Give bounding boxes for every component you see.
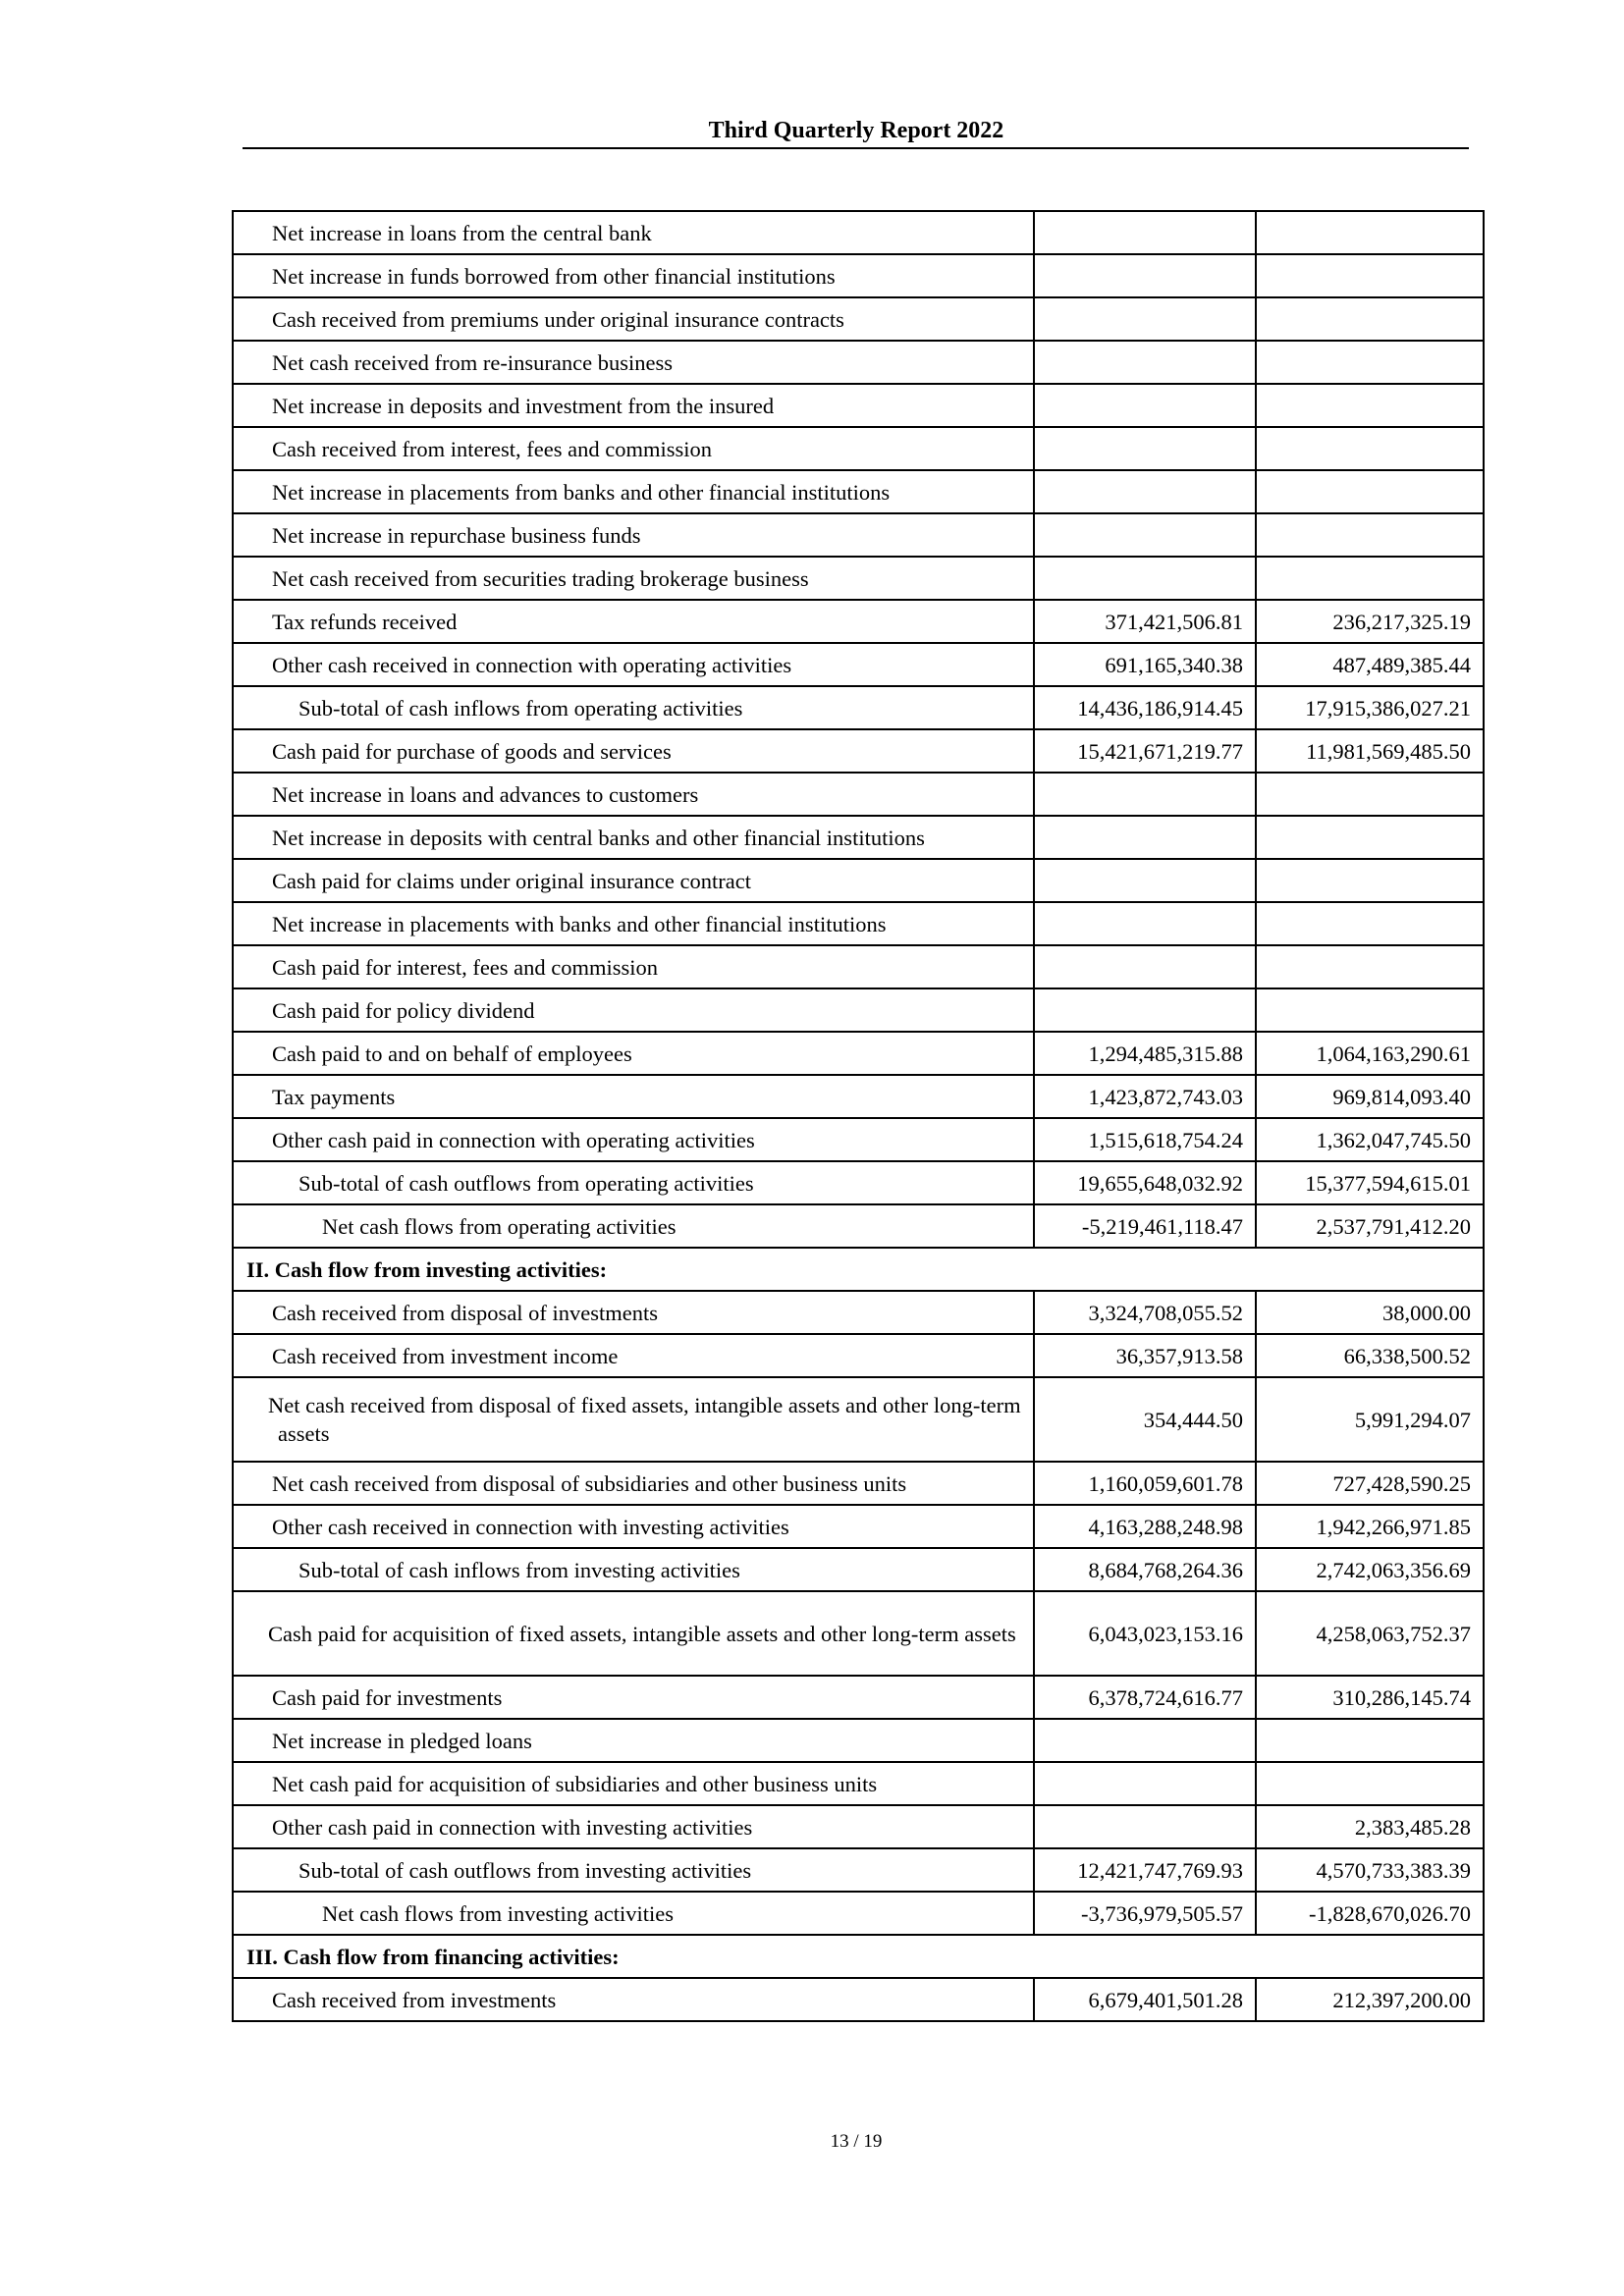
row-label: Net increase in pledged loans (233, 1719, 1034, 1762)
table-row (233, 773, 1484, 816)
prior-period-value: 212,397,200.00 (1256, 1978, 1484, 2021)
prior-period-value: 4,570,733,383.39 (1256, 1848, 1484, 1892)
row-label: Net cash paid for acquisition of subsidiaries and other business units (233, 1762, 1034, 1805)
current-period-value (1034, 427, 1256, 470)
prior-period-value (1256, 945, 1484, 988)
current-period-value (1034, 557, 1256, 600)
table-row (233, 254, 1484, 297)
table-row (233, 1805, 1484, 1848)
current-period-value: 36,357,913.58 (1034, 1334, 1256, 1377)
current-period-value: 1,294,485,315.88 (1034, 1032, 1256, 1075)
cash-flow-table (232, 210, 1485, 2022)
prior-period-value (1256, 988, 1484, 1032)
prior-period-value: 236,217,325.19 (1256, 600, 1484, 643)
row-label: Net increase in loans from the central bank (233, 211, 1034, 254)
section-header-row (233, 1248, 1484, 1291)
row-label: Cash paid for acquisition of fixed assets, intangible assets and other long-term assets (233, 1591, 1034, 1676)
prior-period-value (1256, 1762, 1484, 1805)
current-period-value: 4,163,288,248.98 (1034, 1505, 1256, 1548)
prior-period-value (1256, 341, 1484, 384)
row-label: Other cash paid in connection with operating activities (233, 1118, 1034, 1161)
current-period-value (1034, 384, 1256, 427)
current-period-value (1034, 211, 1256, 254)
prior-period-value: 2,383,485.28 (1256, 1805, 1484, 1848)
header-rule (243, 147, 1469, 149)
current-period-value: 6,043,023,153.16 (1034, 1591, 1256, 1676)
row-label: Cash paid for interest, fees and commission (233, 945, 1034, 988)
row-label: Cash paid for purchase of goods and services (233, 729, 1034, 773)
table-row (233, 600, 1484, 643)
table-row (233, 470, 1484, 513)
row-label: Cash paid for policy dividend (233, 988, 1034, 1032)
prior-period-value: 17,915,386,027.21 (1256, 686, 1484, 729)
prior-period-value (1256, 1719, 1484, 1762)
table-row (233, 1892, 1484, 1935)
prior-period-value: 4,258,063,752.37 (1256, 1591, 1484, 1676)
current-period-value: 6,679,401,501.28 (1034, 1978, 1256, 2021)
table-row (233, 945, 1484, 988)
prior-period-value (1256, 384, 1484, 427)
row-label: Sub-total of cash inflows from investing activities (233, 1548, 1034, 1591)
current-period-value (1034, 513, 1256, 557)
prior-period-value: 1,942,266,971.85 (1256, 1505, 1484, 1548)
section-header-row (233, 1935, 1484, 1978)
table-row (233, 557, 1484, 600)
current-period-value (1034, 859, 1256, 902)
prior-period-value: 2,537,791,412.20 (1256, 1204, 1484, 1248)
current-period-value (1034, 945, 1256, 988)
table-row (233, 1377, 1484, 1462)
table-row (233, 1978, 1484, 2021)
current-period-value: 6,378,724,616.77 (1034, 1676, 1256, 1719)
table-row (233, 902, 1484, 945)
report-title: Third Quarterly Report 2022 (708, 118, 1004, 143)
table-row (233, 1762, 1484, 1805)
prior-period-value (1256, 254, 1484, 297)
prior-period-value (1256, 773, 1484, 816)
page-number: 13 / 19 (830, 2131, 883, 2152)
prior-period-value (1256, 297, 1484, 341)
table-row (233, 1291, 1484, 1334)
prior-period-value (1256, 557, 1484, 600)
table-row (233, 1161, 1484, 1204)
prior-period-value: 1,064,163,290.61 (1256, 1032, 1484, 1075)
current-period-value (1034, 816, 1256, 859)
current-period-value (1034, 902, 1256, 945)
row-label: Net increase in deposits and investment from the insured (233, 384, 1034, 427)
table-row (233, 1548, 1484, 1591)
current-period-value: 14,436,186,914.45 (1034, 686, 1256, 729)
section-title: II. Cash flow from investing activities: (233, 1248, 1484, 1291)
table-row (233, 384, 1484, 427)
cash-flow-table-body (233, 211, 1484, 2021)
row-label: Net increase in placements with banks and other financial institutions (233, 902, 1034, 945)
row-label: Other cash received in connection with investing activities (233, 1505, 1034, 1548)
table-row (233, 1591, 1484, 1676)
row-label: Net cash flows from investing activities (233, 1892, 1034, 1935)
table-row (233, 341, 1484, 384)
prior-period-value: 38,000.00 (1256, 1291, 1484, 1334)
prior-period-value: 969,814,093.40 (1256, 1075, 1484, 1118)
row-label: Sub-total of cash outflows from operating activities (233, 1161, 1034, 1204)
row-label: Net increase in repurchase business funds (233, 513, 1034, 557)
prior-period-value: 66,338,500.52 (1256, 1334, 1484, 1377)
prior-period-value (1256, 816, 1484, 859)
current-period-value (1034, 1805, 1256, 1848)
row-label: Net cash flows from operating activities (233, 1204, 1034, 1248)
row-label: Cash received from premiums under original insurance contracts (233, 297, 1034, 341)
table-row (233, 1848, 1484, 1892)
prior-period-value (1256, 859, 1484, 902)
row-label: Other cash paid in connection with investing activities (233, 1805, 1034, 1848)
table-row (233, 1334, 1484, 1377)
table-row (233, 297, 1484, 341)
current-period-value: 1,160,059,601.78 (1034, 1462, 1256, 1505)
current-period-value (1034, 988, 1256, 1032)
row-label: Net cash received from disposal of fixed assets, intangible assets and other long-term assets (233, 1377, 1034, 1462)
row-label: Other cash received in connection with operating activities (233, 643, 1034, 686)
prior-period-value: 5,991,294.07 (1256, 1377, 1484, 1462)
table-row (233, 729, 1484, 773)
row-label: Cash received from disposal of investments (233, 1291, 1034, 1334)
prior-period-value: 487,489,385.44 (1256, 643, 1484, 686)
prior-period-value (1256, 211, 1484, 254)
row-label: Net cash received from securities trading brokerage business (233, 557, 1034, 600)
row-label: Cash paid for investments (233, 1676, 1034, 1719)
row-label: Net increase in loans and advances to customers (233, 773, 1034, 816)
prior-period-value (1256, 902, 1484, 945)
table-row (233, 1676, 1484, 1719)
current-period-value (1034, 773, 1256, 816)
prior-period-value: 2,742,063,356.69 (1256, 1548, 1484, 1591)
current-period-value: 354,444.50 (1034, 1377, 1256, 1462)
table-row (233, 427, 1484, 470)
table-row (233, 513, 1484, 557)
table-row (233, 1032, 1484, 1075)
row-label: Cash paid to and on behalf of employees (233, 1032, 1034, 1075)
prior-period-value: 15,377,594,615.01 (1256, 1161, 1484, 1204)
table-row (233, 1118, 1484, 1161)
table-row (233, 686, 1484, 729)
current-period-value (1034, 297, 1256, 341)
prior-period-value: -1,828,670,026.70 (1256, 1892, 1484, 1935)
table-row (233, 1075, 1484, 1118)
current-period-value: 8,684,768,264.36 (1034, 1548, 1256, 1591)
row-label: Net cash received from re-insurance business (233, 341, 1034, 384)
row-label: Tax refunds received (233, 600, 1034, 643)
prior-period-value: 1,362,047,745.50 (1256, 1118, 1484, 1161)
table-row (233, 1462, 1484, 1505)
table-row (233, 211, 1484, 254)
current-period-value: 1,423,872,743.03 (1034, 1075, 1256, 1118)
row-label: Cash received from investment income (233, 1334, 1034, 1377)
current-period-value: -3,736,979,505.57 (1034, 1892, 1256, 1935)
prior-period-value (1256, 427, 1484, 470)
current-period-value: 691,165,340.38 (1034, 643, 1256, 686)
section-title: III. Cash flow from financing activities: (233, 1935, 1484, 1978)
table-row (233, 643, 1484, 686)
row-label: Net increase in funds borrowed from other financial institutions (233, 254, 1034, 297)
current-period-value: 19,655,648,032.92 (1034, 1161, 1256, 1204)
table-row (233, 816, 1484, 859)
row-label: Net cash received from disposal of subsidiaries and other business units (233, 1462, 1034, 1505)
prior-period-value: 11,981,569,485.50 (1256, 729, 1484, 773)
row-label: Cash paid for claims under original insurance contract (233, 859, 1034, 902)
prior-period-value (1256, 470, 1484, 513)
prior-period-value: 310,286,145.74 (1256, 1676, 1484, 1719)
row-label: Net increase in deposits with central banks and other financial institutions (233, 816, 1034, 859)
current-period-value: 1,515,618,754.24 (1034, 1118, 1256, 1161)
current-period-value: 371,421,506.81 (1034, 600, 1256, 643)
row-label: Cash received from investments (233, 1978, 1034, 2021)
table-row (233, 859, 1484, 902)
current-period-value: -5,219,461,118.47 (1034, 1204, 1256, 1248)
table-row (233, 1719, 1484, 1762)
row-label: Sub-total of cash inflows from operating activities (233, 686, 1034, 729)
current-period-value: 12,421,747,769.93 (1034, 1848, 1256, 1892)
table-row (233, 988, 1484, 1032)
current-period-value (1034, 254, 1256, 297)
current-period-value (1034, 1719, 1256, 1762)
table-row (233, 1204, 1484, 1248)
table-row (233, 1505, 1484, 1548)
current-period-value (1034, 470, 1256, 513)
row-label: Tax payments (233, 1075, 1034, 1118)
current-period-value: 3,324,708,055.52 (1034, 1291, 1256, 1334)
prior-period-value: 727,428,590.25 (1256, 1462, 1484, 1505)
row-label: Sub-total of cash outflows from investing activities (233, 1848, 1034, 1892)
prior-period-value (1256, 513, 1484, 557)
current-period-value: 15,421,671,219.77 (1034, 729, 1256, 773)
row-label: Cash received from interest, fees and commission (233, 427, 1034, 470)
current-period-value (1034, 1762, 1256, 1805)
current-period-value (1034, 341, 1256, 384)
row-label: Net increase in placements from banks and other financial institutions (233, 470, 1034, 513)
